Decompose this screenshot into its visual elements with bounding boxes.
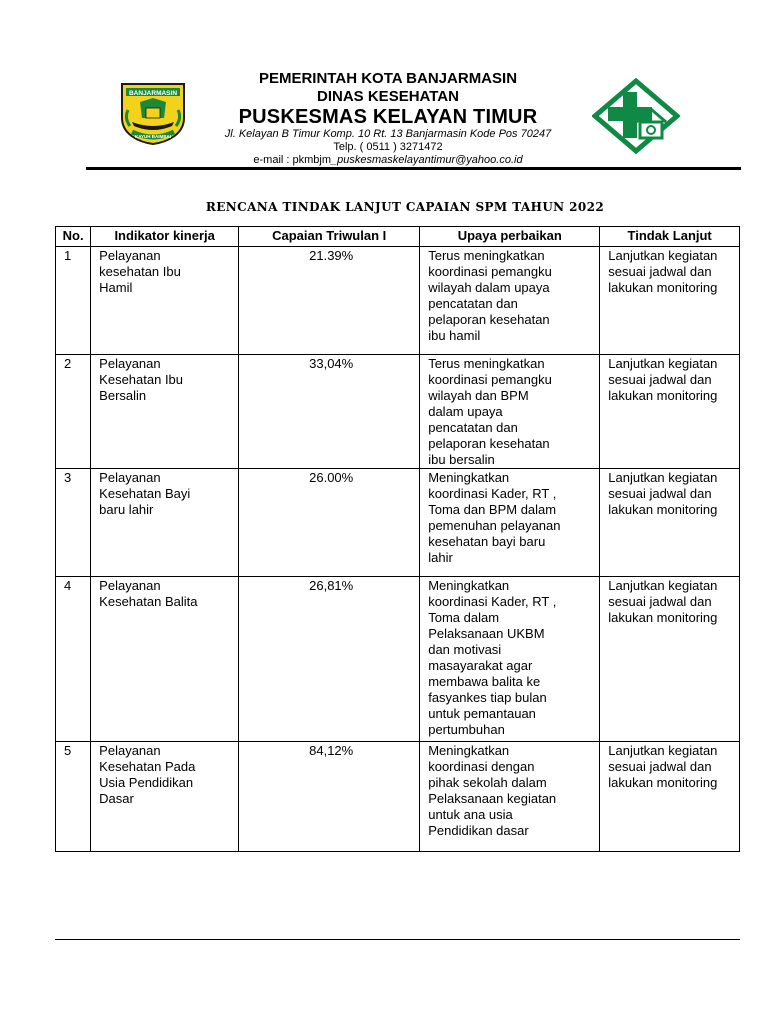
table-row [56,247,740,355]
spm-table [55,226,740,852]
cell-capaian: 84,12% [239,742,420,852]
header-indikator: Indikator kinerja [91,227,239,247]
table-row [56,742,740,852]
cell-capaian: 26,81% [239,577,420,742]
telephone: Telp. ( 0511 ) 3271472 [333,141,443,153]
cell-upaya: Meningkatkan koordinasi dengan pihak sekolah dalam Pelaksanaan kegiatan untuk ana usia Pendidikan dasar [420,742,600,852]
cell-tindak-lanjut: Lanjutkan kegiatan sesuai jadwal dan lakukan monitoring [600,355,740,469]
svg-text:BANJARMASIN: BANJARMASIN [128,90,178,97]
cell-indikator: Pelayanan Kesehatan Balita [91,577,239,742]
cell-upaya: Meningkatkan koordinasi Kader, RT , Toma dalam Pelaksanaan UKBM dan motivasi masayarakat agar membawa balita ke fasyankes tiap bulan untuk pemantauan pertumbuhan [420,577,600,742]
cell-tindak-lanjut: Lanjutkan kegiatan sesuai jadwal dan lakukan monitoring [600,742,740,852]
cell-upaya: Terus meningkatkan koordinasi pemangku wilayah dan BPM dalam upaya pencatatan dan pelaporan kesehatan ibu bersalin [420,355,600,469]
letterhead-text [188,70,588,167]
address: Jl. Kelayan B Timur Komp. 10 Rt. 13 Banjarmasin Kode Pos 70247 [224,128,552,140]
table-row [56,577,740,742]
department-name: DINAS KESEHATAN [317,88,459,105]
header-capaian: Capaian Triwulan I [239,227,420,247]
header-no: No. [56,227,91,247]
email-line [188,154,588,167]
email-label: e-mail : pkmbjm [253,154,332,166]
letterhead-rule [86,167,741,170]
city-crest-icon [118,80,188,146]
cell-indikator: Pelayanan Kesehatan Ibu Bersalin [91,355,239,469]
cell-capaian: 33,04% [239,355,420,469]
letterhead [0,0,768,175]
cell-no: 4 [56,577,91,742]
svg-text:KAYUH BAIMBAI: KAYUH BAIMBAI [134,134,172,139]
header-tindak-lanjut: Tindak Lanjut [600,227,740,247]
table-header-row [56,227,740,247]
table-row [56,355,740,469]
cell-indikator: Pelayanan Kesehatan Pada Usia Pendidikan Dasar [91,742,239,852]
health-cross-house-icon [592,78,680,154]
email-address[interactable]: _puskesmaskelayantimur@yahoo.co.id [331,154,523,166]
cell-no: 3 [56,469,91,577]
document-title: RENCANA TINDAK LANJUT CAPAIAN SPM TAHUN 2022 [205,200,605,214]
cell-capaian: 21.39% [239,247,420,355]
cell-indikator: Pelayanan kesehatan Ibu Hamil [91,247,239,355]
table-row [56,469,740,577]
cell-tindak-lanjut: Lanjutkan kegiatan sesuai jadwal dan lakukan monitoring [600,469,740,577]
institution-name: PUSKESMAS KELAYAN TIMUR [238,106,538,128]
cell-upaya: Meningkatkan koordinasi Kader, RT , Toma dan BPM dalam pemenuhan pelayanan kesehatan bayi baru lahir [420,469,600,577]
cell-indikator: Pelayanan Kesehatan Bayi baru lahir [91,469,239,577]
cell-no: 5 [56,742,91,852]
cell-tindak-lanjut: Lanjutkan kegiatan sesuai jadwal dan lakukan monitoring [600,577,740,742]
cell-capaian: 26.00% [239,469,420,577]
footer-rule [55,939,740,940]
cell-upaya: Terus meningkatkan koordinasi pemangku wilayah dalam upaya pencatatan dan pelaporan kesehatan ibu hamil [420,247,600,355]
cell-no: 2 [56,355,91,469]
header-upaya: Upaya perbaikan [420,227,600,247]
cell-no: 1 [56,247,91,355]
cell-tindak-lanjut: Lanjutkan kegiatan sesuai jadwal dan lakukan monitoring [600,247,740,355]
government-name: PEMERINTAH KOTA BANJARMASIN [258,70,518,87]
